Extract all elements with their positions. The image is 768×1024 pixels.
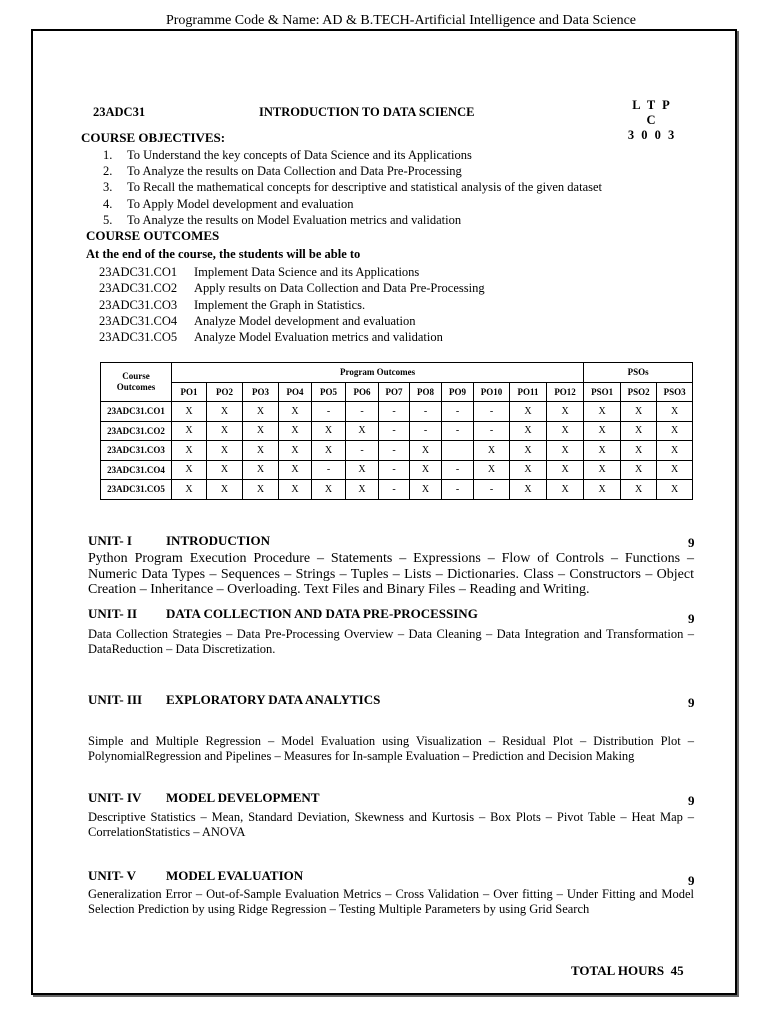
objective-number: 1. xyxy=(103,148,113,162)
mapping-cell: - xyxy=(379,441,410,461)
mapping-cell: X xyxy=(547,460,584,480)
column-header-po11: PO11 xyxy=(510,382,547,402)
mapping-cell: X xyxy=(474,460,510,480)
row-co-code: 23ADC31.CO2 xyxy=(101,421,172,441)
objective-item xyxy=(103,212,602,228)
mapping-cell: X xyxy=(621,480,657,500)
mapping-cell: X xyxy=(346,460,379,480)
unit-5-label: UNIT- V xyxy=(88,868,137,883)
unit-1-label: UNIT- I xyxy=(88,533,132,548)
mapping-cell: X xyxy=(657,441,693,461)
objective-item xyxy=(103,196,602,212)
table-row xyxy=(101,402,693,422)
unit-3-body: Simple and Multiple Regression – Model Evaluation using Visualization – Residual Plot – Distribution Plot – PolynomialRegression and Pipelines – Measures for In-sample Evaluation – Prediction and Decision Making xyxy=(88,734,694,763)
mapping-cell: X xyxy=(584,441,621,461)
objective-text: To Analyze the results on Model Evaluation metrics and validation xyxy=(127,212,462,227)
outcome-code: 23ADC31.CO5 xyxy=(99,330,178,345)
outcome-text: Implement the Graph in Statistics. xyxy=(194,297,366,312)
ltpc-values: 3 0 0 3 xyxy=(627,128,677,142)
mapping-cell: X xyxy=(510,460,547,480)
outcome-item xyxy=(99,264,485,280)
column-header-po5: PO5 xyxy=(312,382,346,402)
table-row xyxy=(101,460,693,480)
mapping-cell: X xyxy=(279,480,312,500)
outcomes-subheading: At the end of the course, the students will be able to xyxy=(86,247,361,261)
mapping-cell: X xyxy=(510,480,547,500)
mapping-cell: X xyxy=(207,480,243,500)
mapping-cell: X xyxy=(510,421,547,441)
unit-3-title: EXPLORATORY DATA ANALYTICS xyxy=(166,692,381,707)
objectives-heading: COURSE OBJECTIVES: xyxy=(81,130,226,145)
unit-4-label: UNIT- IV xyxy=(88,790,142,805)
mapping-cell: - xyxy=(442,480,474,500)
unit-3-label: UNIT- III xyxy=(88,692,143,707)
column-header-pso2: PSO2 xyxy=(621,382,657,402)
mapping-cell: X xyxy=(312,421,346,441)
column-header-po3: PO3 xyxy=(243,382,279,402)
mapping-cell: - xyxy=(312,460,346,480)
column-header-po4: PO4 xyxy=(279,382,312,402)
objective-text: To Analyze the results on Data Collection and Data Pre-Processing xyxy=(127,164,462,179)
unit-5-title: MODEL EVALUATION xyxy=(166,868,304,883)
total-hours xyxy=(571,963,684,979)
total-hours-label: TOTAL HOURS xyxy=(571,963,665,978)
column-header-po8: PO8 xyxy=(410,382,442,402)
mapping-cell: X xyxy=(279,460,312,480)
mapping-cell xyxy=(442,441,474,461)
table-row xyxy=(101,480,693,500)
mapping-cell: X xyxy=(547,480,584,500)
program-outcomes-header: Program Outcomes xyxy=(172,363,584,383)
mapping-cell: X xyxy=(172,441,207,461)
unit-5-body: Generalization Error – Out-of-Sample Evaluation Metrics – Cross Validation – Over fitting – Under Fitting and Model Selection Prediction by using Ridge Regression – Testing Multiple Parameters by using Grid Search xyxy=(88,887,694,916)
mapping-cell: X xyxy=(207,421,243,441)
unit-2-hours: 9 xyxy=(688,611,695,626)
total-hours-value: 45 xyxy=(670,963,684,978)
mapping-cell: - xyxy=(474,421,510,441)
mapping-cell: - xyxy=(442,402,474,422)
course-code: 23ADC31 xyxy=(93,105,146,119)
mapping-cell: X xyxy=(657,421,693,441)
outcome-text: Analyze Model Evaluation metrics and validation xyxy=(194,330,443,345)
unit-2-body: Data Collection Strategies – Data Pre-Processing Overview – Data Cleaning – Data Integration and Transformation – DataReduction – Data Discretization. xyxy=(88,627,694,656)
mapping-cell: - xyxy=(379,460,410,480)
mapping-cell: X xyxy=(410,480,442,500)
mapping-cell: - xyxy=(379,480,410,500)
row-co-code: 23ADC31.CO3 xyxy=(101,441,172,461)
unit-1-body: Python Program Execution Procedure – Statements – Expressions – Flow of Controls – Functions – Numeric Data Types – Sequences – Strings – Tuples – Lists – Dictionaries. Class – Constructors – Object Creation – Inheritance – Overloading. Text Files and Binary Files – Reading and Writing. xyxy=(88,551,694,597)
mapping-cell: X xyxy=(657,402,693,422)
mapping-cell: - xyxy=(410,421,442,441)
column-header-po7: PO7 xyxy=(379,382,410,402)
mapping-cell: X xyxy=(474,441,510,461)
mapping-cell: X xyxy=(584,480,621,500)
column-header-po6: PO6 xyxy=(346,382,379,402)
mapping-cell: X xyxy=(621,441,657,461)
mapping-cell: X xyxy=(657,460,693,480)
column-header-pso1: PSO1 xyxy=(584,382,621,402)
course-title: INTRODUCTION TO DATA SCIENCE xyxy=(259,105,475,119)
outcome-item xyxy=(99,297,485,313)
objective-item xyxy=(103,163,602,179)
objective-text: To Understand the key concepts of Data Science and its Applications xyxy=(127,148,472,162)
unit-2-label: UNIT- II xyxy=(88,606,138,621)
objective-item xyxy=(103,147,602,163)
unit-5-hours: 9 xyxy=(688,873,695,888)
mapping-cell: X xyxy=(312,480,346,500)
unit-2-title: DATA COLLECTION AND DATA PRE-PROCESSING xyxy=(166,606,478,621)
mapping-cell: - xyxy=(474,402,510,422)
mapping-cell: X xyxy=(410,441,442,461)
outcome-text: Apply results on Data Collection and Data Pre-Processing xyxy=(194,281,485,296)
mapping-cell: X xyxy=(547,402,584,422)
psos-header: PSOs xyxy=(584,363,693,383)
row-co-code: 23ADC31.CO4 xyxy=(101,460,172,480)
mapping-cell: - xyxy=(379,402,410,422)
unit-4-body: Descriptive Statistics – Mean, Standard Deviation, Skewness and Kurtosis – Box Plots – Pivot Table – Heat Map – CorrelationStatistics – ANOVA xyxy=(88,810,694,839)
mapping-cell: X xyxy=(172,480,207,500)
mapping-cell: X xyxy=(346,421,379,441)
mapping-cell: X xyxy=(207,460,243,480)
outcome-text: Implement Data Science and its Applications xyxy=(194,265,420,279)
mapping-cell: X xyxy=(510,441,547,461)
column-header-row xyxy=(101,382,693,402)
objective-number: 4. xyxy=(103,196,113,211)
objective-number: 2. xyxy=(103,164,113,179)
table-row xyxy=(101,441,693,461)
outcome-code: 23ADC31.CO2 xyxy=(99,281,178,296)
mapping-cell: X xyxy=(172,402,207,422)
outcome-code: 23ADC31.CO3 xyxy=(99,297,178,312)
table-header-row xyxy=(101,363,693,383)
outcome-item xyxy=(99,329,485,345)
mapping-cell: X xyxy=(243,460,279,480)
objective-number: 5. xyxy=(103,212,113,227)
objectives-list xyxy=(103,147,602,228)
mapping-cell: X xyxy=(510,402,547,422)
mapping-cell: X xyxy=(207,402,243,422)
mapping-body xyxy=(101,402,693,500)
mapping-cell: X xyxy=(410,460,442,480)
mapping-cell: X xyxy=(621,421,657,441)
row-co-code: 23ADC31.CO5 xyxy=(101,480,172,500)
column-header-po9: PO9 xyxy=(442,382,474,402)
unit-1-title: INTRODUCTION xyxy=(166,533,271,548)
mapping-cell: - xyxy=(346,402,379,422)
column-header-po1: PO1 xyxy=(172,382,207,402)
objective-text: To Apply Model development and evaluation xyxy=(127,196,354,211)
co-po-mapping-table xyxy=(100,362,693,500)
mapping-cell: X xyxy=(243,421,279,441)
row-co-code: 23ADC31.CO1 xyxy=(101,402,172,422)
unit-4-title: MODEL DEVELOPMENT xyxy=(166,790,320,805)
mapping-cell: X xyxy=(243,402,279,422)
ltpc-block xyxy=(626,98,678,143)
mapping-cell: - xyxy=(442,421,474,441)
unit-4-hours: 9 xyxy=(688,793,695,808)
mapping-cell: X xyxy=(621,460,657,480)
objective-text: To Recall the mathematical concepts for descriptive and statistical analysis of the given dataset xyxy=(127,180,602,195)
mapping-cell: X xyxy=(584,421,621,441)
outcome-code: 23ADC31.CO1 xyxy=(99,265,178,279)
objective-item xyxy=(103,179,602,195)
mapping-cell: X xyxy=(243,441,279,461)
outcomes-list xyxy=(99,264,485,345)
unit-1-hours: 9 xyxy=(688,535,695,550)
outcome-code: 23ADC31.CO4 xyxy=(99,313,178,328)
column-header-po10: PO10 xyxy=(474,382,510,402)
mapping-cell: X xyxy=(657,480,693,500)
mapping-cell: - xyxy=(410,402,442,422)
mapping-cell: - xyxy=(379,421,410,441)
objective-number: 3. xyxy=(103,180,113,195)
mapping-cell: X xyxy=(279,421,312,441)
mapping-cell: X xyxy=(547,441,584,461)
mapping-cell: - xyxy=(312,402,346,422)
unit-3-hours: 9 xyxy=(688,695,695,710)
mapping-cell: - xyxy=(474,480,510,500)
mapping-cell: X xyxy=(312,441,346,461)
outcome-item xyxy=(99,280,485,296)
mapping-cell: X xyxy=(547,421,584,441)
mapping-cell: - xyxy=(346,441,379,461)
column-header-po12: PO12 xyxy=(547,382,584,402)
column-header-po2: PO2 xyxy=(207,382,243,402)
mapping-cell: X xyxy=(621,402,657,422)
outcome-item xyxy=(99,313,485,329)
mapping-cell: X xyxy=(279,402,312,422)
mapping-cell: X xyxy=(584,402,621,422)
programme-header: Programme Code & Name: AD & B.TECH-Artificial Intelligence and Data Science xyxy=(165,13,637,28)
mapping-cell: X xyxy=(584,460,621,480)
mapping-cell: - xyxy=(442,460,474,480)
mapping-cell: X xyxy=(172,421,207,441)
ltpc-label: L T P C xyxy=(632,98,672,127)
mapping-cell: X xyxy=(207,441,243,461)
column-header-pso3: PSO3 xyxy=(657,382,693,402)
mapping-cell: X xyxy=(243,480,279,500)
outcome-text: Analyze Model development and evaluation xyxy=(194,313,416,328)
mapping-cell: X xyxy=(172,460,207,480)
mapping-cell: X xyxy=(346,480,379,500)
outcomes-heading: COURSE OUTCOMES xyxy=(86,228,220,243)
mapping-cell: X xyxy=(279,441,312,461)
course-outcomes-header: Course Outcomes xyxy=(101,363,172,402)
table-row xyxy=(101,421,693,441)
